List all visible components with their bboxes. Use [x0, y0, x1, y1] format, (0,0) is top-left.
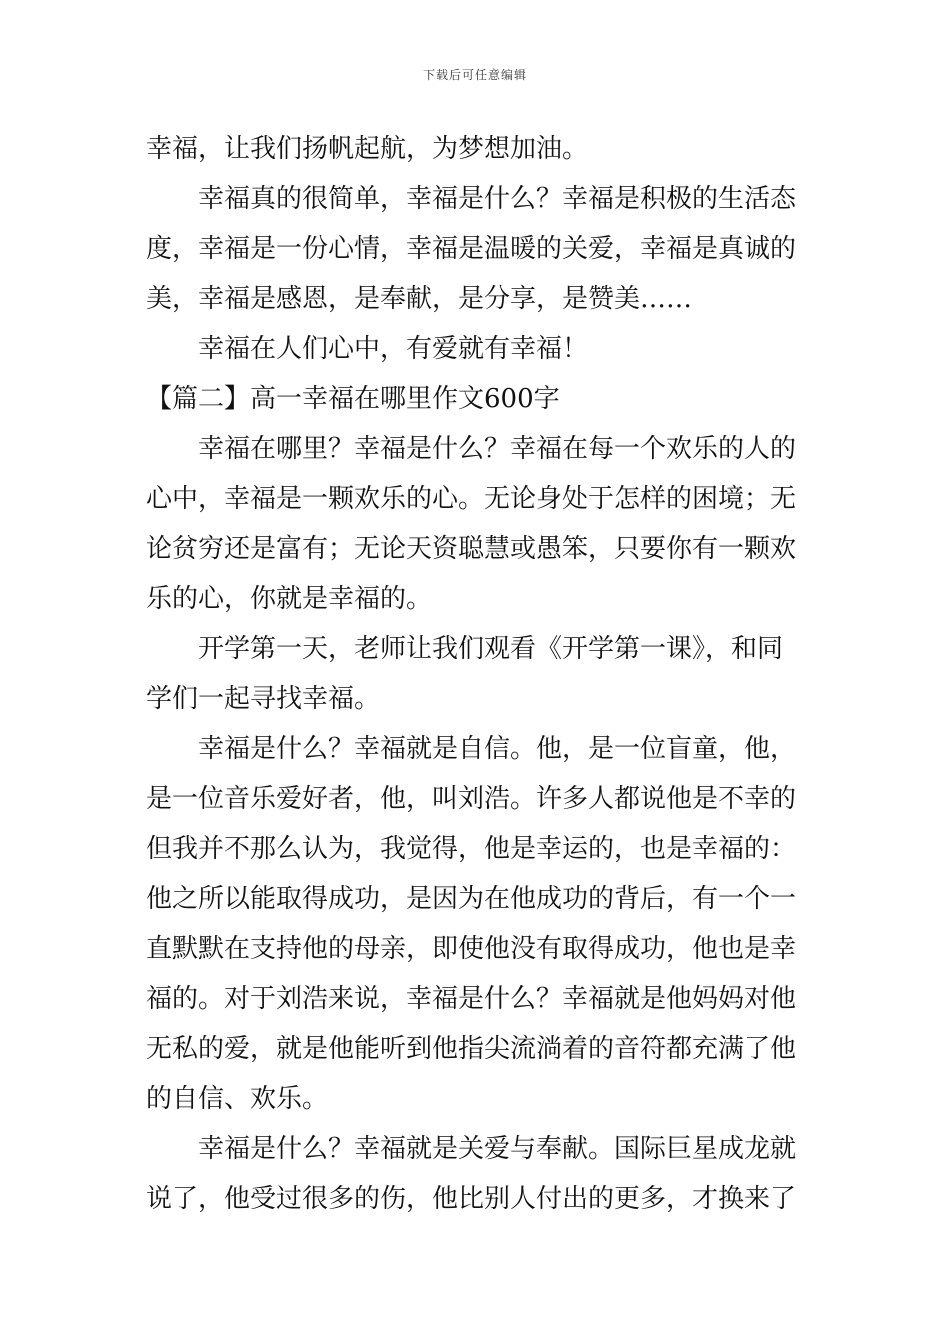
text-line: 直默默在支持他的母亲，即使他没有取得成功，他也是幸 [146, 934, 797, 964]
text-line: 幸福，让我们扬帆起航，为梦想加油。 [146, 134, 589, 164]
text-line: 福的。对于刘浩来说，幸福是什么？幸福就是他妈妈对他 [146, 984, 797, 1014]
document-body [146, 124, 806, 1224]
text-line: 心中，幸福是一颗欢乐的心。无论身处于怎样的困境；无 [146, 484, 797, 514]
page-header-note: 下载后可任意编辑 [422, 68, 527, 82]
text-line: 是一位音乐爱好者，他，叫刘浩。许多人都说他是不幸的 [146, 784, 797, 814]
paragraph-start-line: 幸福在人们心中，有爱就有幸福！ [198, 334, 589, 364]
text-line: 说了，他受过很多的伤，他比别人付出的更多，才换来了 [146, 1184, 797, 1214]
text-line: 但我并不那么认为，我觉得，他是幸运的，也是幸福的： [146, 834, 797, 864]
text-line: 美，幸福是感恩，是奉献，是分享，是赞美…… [146, 284, 693, 314]
text-line: 度，幸福是一份心情，幸福是温暖的关爱，幸福是真诚的 [146, 234, 797, 264]
paragraph-start-line: 幸福是什么？幸福就是关爱与奉献。国际巨星成龙就 [198, 1134, 797, 1164]
paragraph-start-line: 幸福真的很简单，幸福是什么？幸福是积极的生活态 [198, 184, 797, 214]
text-line: 学们一起寻找幸福。 [146, 684, 381, 714]
paragraph-start-line: 开学第一天，老师让我们观看《开学第一课》，和同 [198, 634, 784, 664]
text-line: 的自信、欢乐。 [146, 1084, 329, 1114]
text-line: 无私的爱，就是他能听到他指尖流淌着的音符都充满了他 [146, 1034, 797, 1064]
paragraph-start-line: 幸福是什么？幸福就是自信。他，是一位盲童，他， [198, 734, 797, 764]
text-line: 他之所以能取得成功，是因为在他成功的背后，有一个一 [146, 884, 797, 914]
text-line: 乐的心，你就是幸福的。 [146, 584, 433, 614]
section-heading: 【篇二】高一幸福在哪里作文600字 [146, 384, 560, 414]
paragraph-start-line: 幸福在哪里？幸福是什么？幸福在每一个欢乐的人的 [198, 434, 797, 464]
text-line: 论贫穷还是富有；无论天资聪慧或愚笨，只要你有一颗欢 [146, 534, 797, 564]
